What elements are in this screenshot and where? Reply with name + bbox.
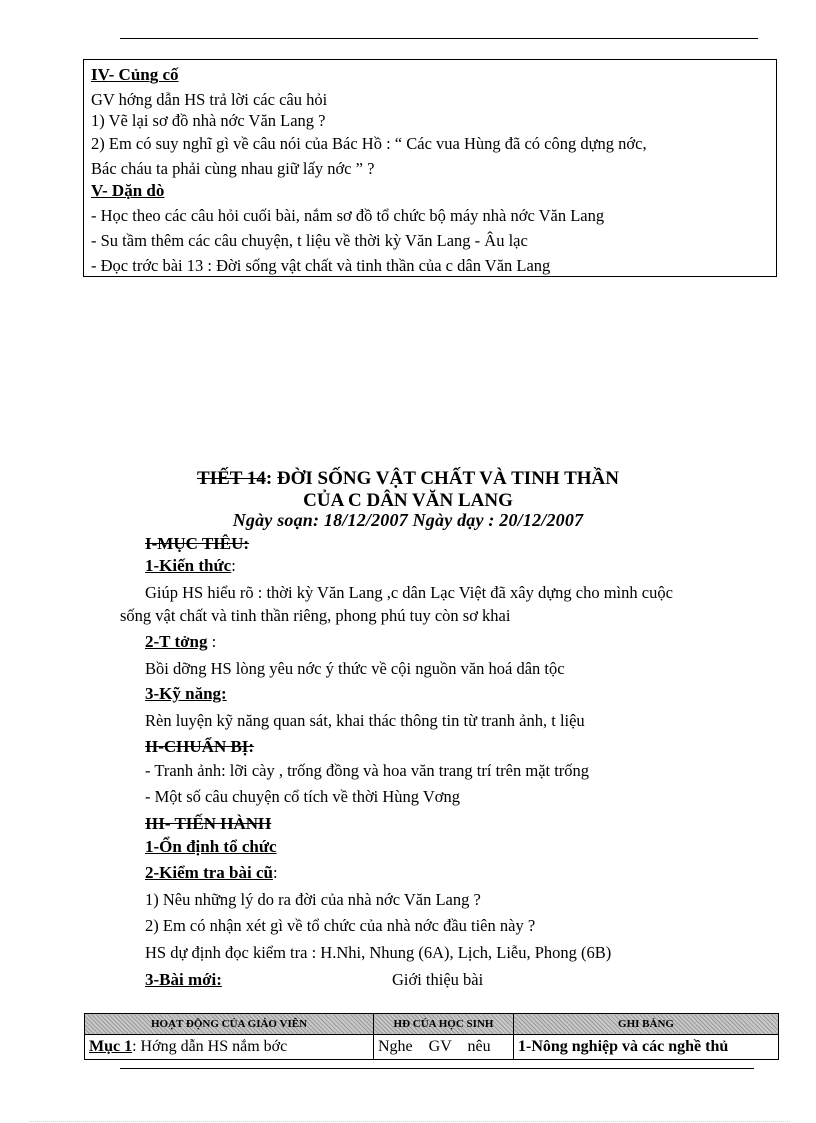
cell-teacher-activity bbox=[85, 1035, 374, 1060]
on-dinh-label: 1-Ổn định tổ chức bbox=[145, 837, 277, 856]
heading-preparation: II-CHUẨN BỊ: bbox=[145, 737, 255, 756]
footer-rule bbox=[120, 1068, 754, 1069]
kien-thuc-colon: : bbox=[231, 556, 236, 575]
preparation-item-1: - Tranh ảnh: lỡi cày , trống đồng và hoa văn trang trí trên mặt trống bbox=[145, 761, 590, 780]
heading-dan-do: V- Dặn dò bbox=[91, 181, 165, 200]
review-box bbox=[83, 59, 777, 277]
lesson-title-line-2: CỦA C DÂN VĂN LANG bbox=[303, 490, 513, 511]
table-header-row bbox=[85, 1014, 779, 1035]
heading-procedure: III- TIẾN HÀNH bbox=[145, 814, 272, 833]
box-line-7: - Đọc trớc bài 13 : Đời sống vật chất và tinh thần của c dân Văn Lang bbox=[91, 256, 551, 275]
heading-cung-co: IV- Củng cố bbox=[91, 65, 179, 84]
ky-nang-label: 3-Kỹ năng: bbox=[145, 684, 227, 703]
lesson-dates: Ngày soạn: 18/12/2007 Ngày dạy : 20/12/2007 bbox=[232, 510, 584, 530]
gioi-thieu-bai: Giới thiệu bài bbox=[392, 970, 484, 989]
kien-thuc-heading bbox=[145, 556, 236, 576]
muc-label: Mục 1 bbox=[89, 1038, 133, 1055]
bai-moi-label: 3-Bài mới: bbox=[145, 970, 222, 989]
box-line-5: - Học theo các câu hỏi cuối bài, nắm sơ đồ tổ chức bộ máy nhà nớc Văn Lang bbox=[91, 206, 605, 225]
box-line-4: Bác cháu ta phải cùng nhau giữ lấy nớc ” ? bbox=[91, 159, 375, 178]
tu-tuong-label: 2-T tởng bbox=[145, 632, 208, 651]
lesson-title-line-1 bbox=[0, 468, 816, 490]
box-line-1: GV hớng dẫn HS trả lời các câu hỏi bbox=[91, 90, 328, 109]
students-to-check: HS dự định đọc kiểm tra : H.Nhi, Nhung (6A), Lịch, Liễu, Phong (6B) bbox=[145, 943, 612, 962]
kien-thuc-label: 1-Kiến thức bbox=[145, 556, 232, 575]
ky-nang-text: Rèn luyện kỹ năng quan sát, khai thác thông tin từ tranh ảnh, t liệu bbox=[145, 711, 585, 730]
box-line-6: - Su tầm thêm các câu chuyện, t liệu về thời kỳ Văn Lang - Âu lạc bbox=[91, 231, 528, 250]
question-2: 2) Em có nhận xét gì về tổ chức của nhà nớc đầu tiên này ? bbox=[145, 916, 536, 935]
teacher-activity-text: : Hớng dẫn HS nắm bớc bbox=[132, 1038, 288, 1055]
lesson-plan-table bbox=[84, 1013, 779, 1060]
cell-student-activity: Nghe GV nêu bbox=[374, 1035, 514, 1060]
table-row bbox=[85, 1035, 779, 1060]
header-student-activity: HĐ CỦA HỌC SINH bbox=[374, 1014, 514, 1035]
kiem-tra-label: 2-Kiểm tra bài cũ bbox=[145, 863, 273, 882]
tu-tuong-text: Bồi dỡng HS lòng yêu nớc ý thức về cội nguồn văn hoá dân tộc bbox=[145, 659, 565, 678]
header-rule bbox=[120, 38, 758, 39]
lesson-number: TIẾT 14 bbox=[197, 468, 266, 489]
tu-tuong-heading bbox=[145, 632, 216, 652]
header-teacher-activity: HOẠT ĐỘNG CỦA GIÁO VIÊN bbox=[85, 1014, 374, 1035]
page-break-line bbox=[30, 1121, 790, 1122]
lesson-title-rest: : ĐỜI SỐNG VẬT CHẤT VÀ TINH THẦN bbox=[265, 468, 619, 489]
preparation-item-2: - Một số câu chuyện cổ tích về thời Hùng Vơng bbox=[145, 787, 461, 806]
kiem-tra-heading bbox=[145, 863, 278, 883]
box-line-2: 1) Vẽ lại sơ đồ nhà nớc Văn Lang ? bbox=[91, 111, 326, 130]
cell-board-notes: 1-Nông nghiệp và các nghề thủ bbox=[514, 1035, 779, 1060]
header-board-notes: GHI BẢNG bbox=[514, 1014, 779, 1035]
kien-thuc-text-2: sống vật chất và tinh thần riêng, phong phú tuy còn sơ khai bbox=[120, 606, 511, 625]
question-1: 1) Nêu những lý do ra đời của nhà nớc Văn Lang ? bbox=[145, 890, 481, 909]
kien-thuc-text-1: Giúp HS hiểu rõ : thời kỳ Văn Lang ,c dân Lạc Việt đã xây dựng cho mình cuộc bbox=[145, 583, 673, 602]
box-line-3: 2) Em có suy nghĩ gì về câu nói của Bác Hồ : “ Các vua Hùng đã có công dựng nớc, bbox=[91, 134, 647, 153]
kiem-tra-colon: : bbox=[272, 863, 278, 882]
tu-tuong-colon: : bbox=[207, 632, 217, 651]
heading-objectives: I-MỤC TIÊU: bbox=[145, 534, 250, 553]
